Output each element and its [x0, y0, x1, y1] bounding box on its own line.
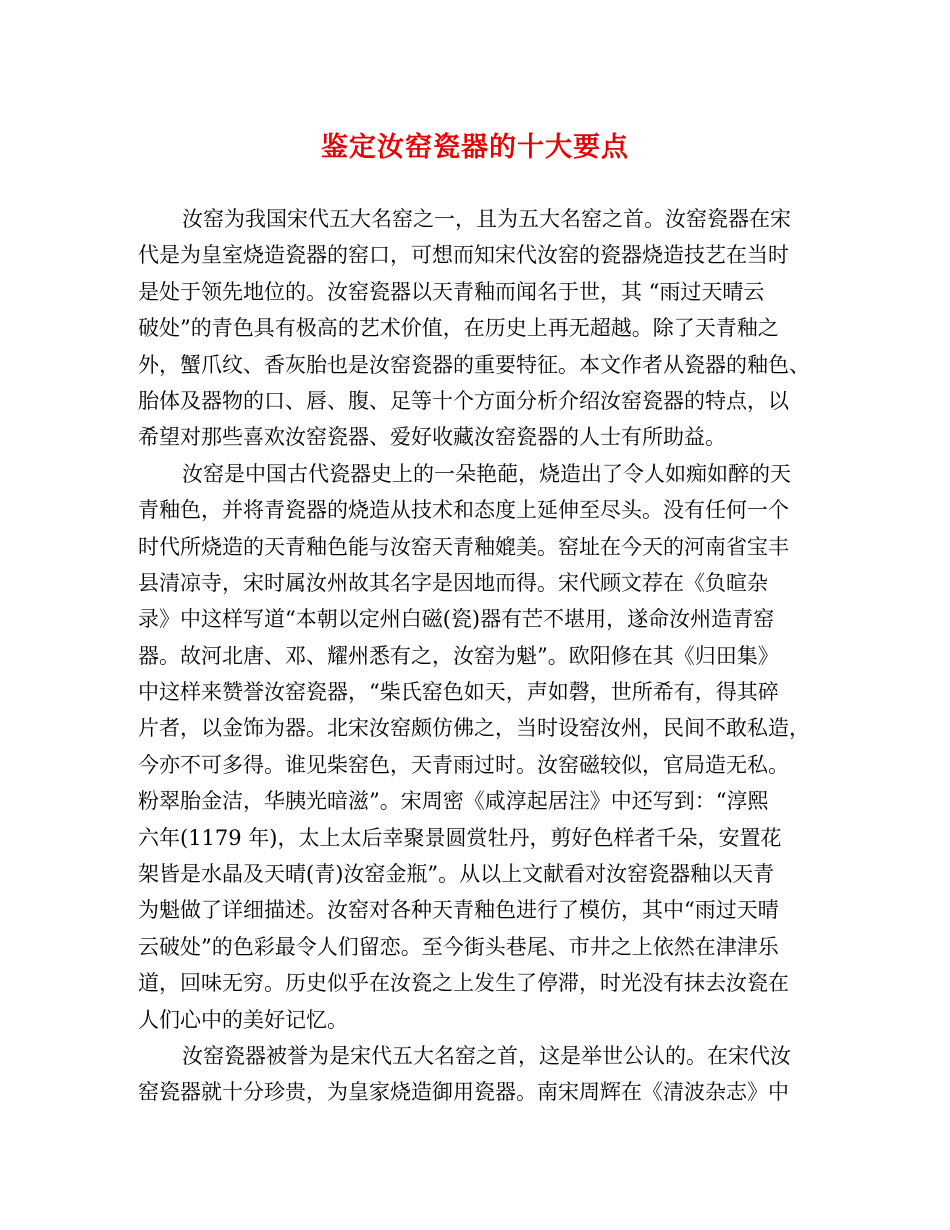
document-body [138, 201, 838, 1111]
paragraph-2-line-4: 县清凉寺，宋时属汝州故其名字是因地而得。宋代顾文荐在《负暄杂 [138, 570, 768, 595]
paragraph-1-line-5: 外，蟹爪纹、香灰胎也是汝窑瓷器的重要特征。本文作者从瓷器的釉色、 [138, 352, 810, 377]
paragraph-2-line-11: 六年(1179 年)，太上太后幸聚景圆赏牡丹，剪好色样者千朵，安置花 [138, 825, 782, 850]
paragraph-2-line-9: 今亦不可多得。谁见柴窑色，天青雨过时。汝窑磁较似，官局造无私。 [138, 752, 789, 777]
paragraph-1-line-7: 希望对那些喜欢汝窑瓷器、爱好收藏汝窑瓷器的人士有所助益。 [138, 425, 726, 450]
paragraph-2-line-3: 时代所烧造的天青釉色能与汝窑天青釉媲美。窑址在今天的河南省宝丰 [138, 534, 789, 559]
paragraph-2-line-2: 青釉色，并将青瓷器的烧造从技术和态度上延伸至尽头。没有任何一个 [138, 498, 789, 523]
paragraph-2-line-8: 片者，以金饰为器。北宋汝窑颇仿佛之，当时设窑汝州，民间不敢私造， [138, 716, 810, 741]
paragraph-2-line-14: 云破处”的色彩最令人们留恋。至今街头巷尾、市井之上依然在津津乐 [138, 934, 779, 959]
paragraph-1-line-6: 胎体及器物的口、唇、腹、足等十个方面分析介绍汝窑瓷器的特点，以 [138, 388, 789, 413]
paragraph-1-line-3: 是处于领先地位的。汝窑瓷器以天青釉而闻名于世，其 “雨过天晴云 [138, 279, 765, 304]
paragraph-2-line-16: 人们心中的美好记忆。 [138, 1007, 348, 1032]
paragraph-1-line-4: 破处”的青色具有极高的艺术价值，在历史上再无超越。除了天青釉之 [138, 316, 779, 341]
paragraph-3-line-2: 窑瓷器就十分珍贵，为皇家烧造御用瓷器。南宋周辉在《清波杂志》中 [138, 1080, 789, 1105]
paragraph-2-line-6: 器。故河北唐、邓、耀州悉有之，汝窑为魁”。欧阳修在其《归田集》 [138, 643, 779, 668]
paragraph-1-line-2: 代是为皇室烧造瓷器的窑口，可想而知宋代汝窑的瓷器烧造技艺在当时 [138, 243, 789, 268]
paragraph-3-line-1: 汝窑瓷器被誉为是宋代五大名窑之首，这是举世公认的。在宋代汝 [182, 1043, 791, 1068]
paragraph-2-line-10: 粉翠胎金洁，华胰光暗滋”。宋周密《咸淳起居注》中还写到：“淳熙 [138, 789, 769, 814]
paragraph-2-line-15: 道，回味无穷。历史似乎在汝瓷之上发生了停滞，时光没有抹去汝瓷在 [138, 971, 789, 996]
paragraph-2-line-1: 汝窑是中国古代瓷器史上的一朵艳葩，烧造出了令人如痴如醉的天 [182, 461, 791, 486]
paragraph-2-line-13: 为魁做了详细描述。汝窑对各种天青釉色进行了模仿，其中“雨过天晴 [138, 898, 779, 923]
paragraph-2-line-7: 中这样来赞誉汝窑瓷器，“柴氏窑色如天，声如磬，世所希有，得其碎 [138, 680, 779, 705]
paragraph-1-line-1: 汝窑为我国宋代五大名窑之一，且为五大名窑之首。汝窑瓷器在宋 [182, 207, 791, 231]
document-title: 鉴定汝窑瓷器的十大要点 [321, 132, 629, 163]
paragraph-2-line-12: 架皆是水晶及天晴(青)汝窑金瓶”。从以上文献看对汝窑瓷器釉以天青 [138, 862, 775, 887]
paragraph-2-line-5: 录》中这样写道“本朝以定州白磁(瓷)器有芒不堪用，遂命汝州造青窑 [138, 607, 775, 632]
